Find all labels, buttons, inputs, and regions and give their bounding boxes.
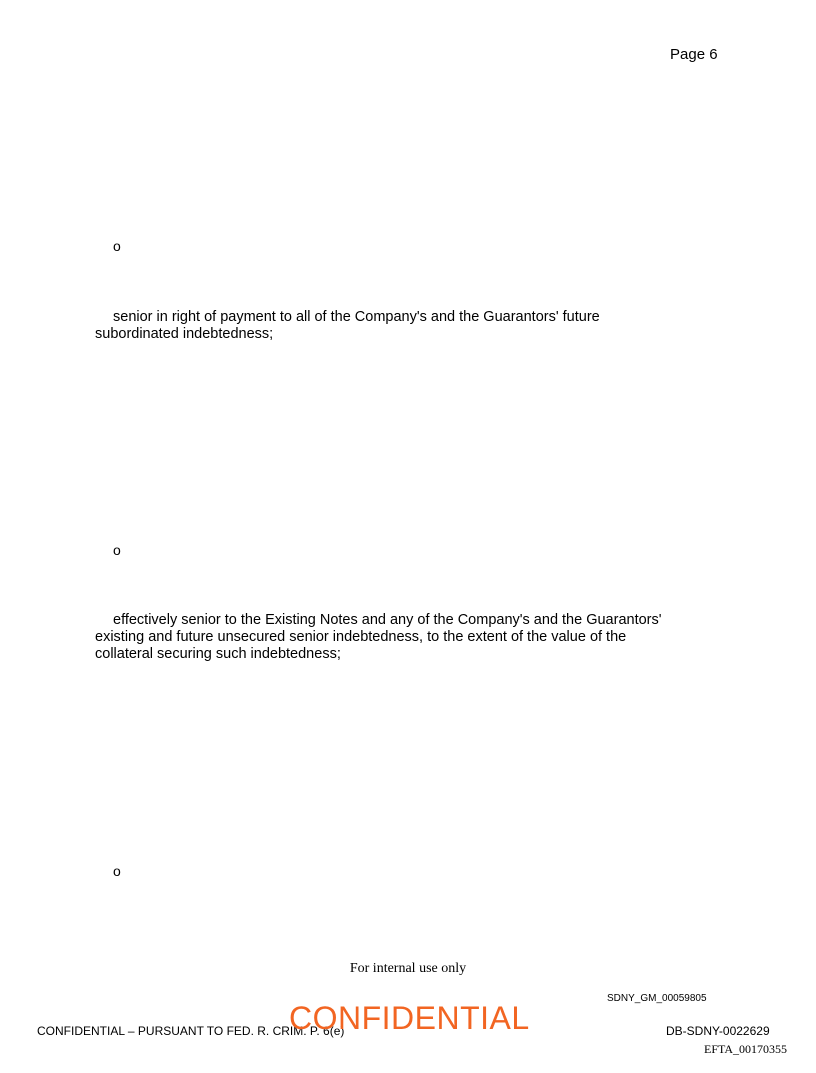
paragraph-senior-right-of-payment [95, 309, 735, 343]
paragraph-line: collateral securing such indebtedness; [95, 646, 341, 662]
internal-use-note: For internal use only [349, 961, 467, 976]
paragraph-line: senior in right of payment to all of the Company's and the Guarantors' future [113, 309, 600, 325]
bullet-marker: o [113, 238, 121, 254]
paragraph-effectively-senior [95, 612, 735, 663]
bates-number-sdny-gm: SDNY_GM_00059805 [607, 993, 707, 1004]
paragraph-line: subordinated indebtedness; [95, 326, 274, 342]
confidentiality-legend: CONFIDENTIAL – PURSUANT TO FED. R. CRIM. P. 6(e) [37, 1024, 345, 1038]
paragraph-line: existing and future unsecured senior indebtedness, to the extent of the value of the [95, 629, 627, 645]
bullet-marker: o [113, 863, 121, 879]
page-number: Page 6 [670, 46, 718, 63]
bates-number-db: DB-SDNY-0022629 [666, 1024, 770, 1038]
confidential-stamp: CONFIDENTIAL [289, 1000, 530, 1036]
bullet-marker: o [113, 542, 121, 558]
paragraph-line: effectively senior to the Existing Notes and any of the Company's and the Guarantors' [113, 612, 662, 628]
bates-number-efta: EFTA_00170355 [704, 1042, 788, 1056]
